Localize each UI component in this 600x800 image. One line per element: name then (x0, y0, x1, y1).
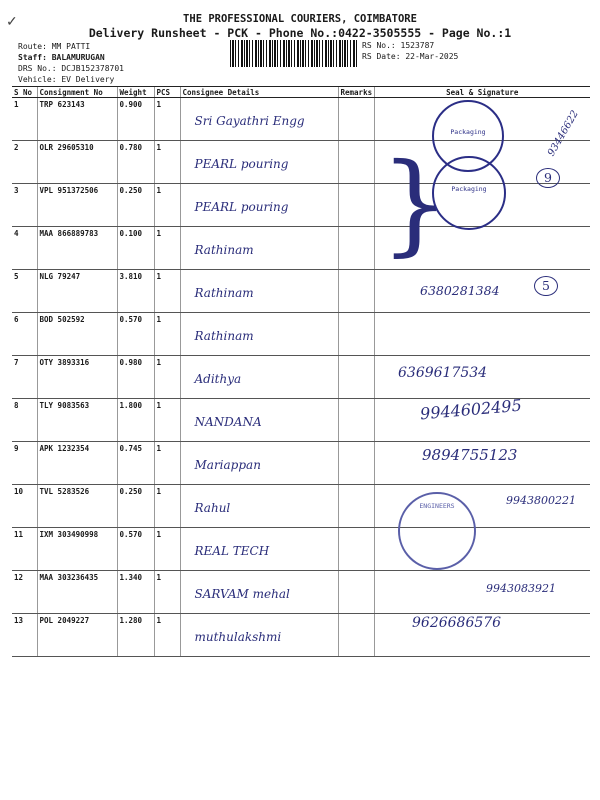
consignee-cell (180, 184, 338, 227)
consignee-name: Sri Gayathri Engg (194, 114, 305, 128)
consignee-name: Mariappan (194, 458, 261, 472)
consignee-name: Rahul (194, 501, 231, 515)
remarks (338, 270, 374, 313)
pcs: 1 (154, 313, 180, 356)
sno: 9 (12, 442, 37, 485)
consignment-no: NLG 79247 (37, 270, 117, 313)
consignee-cell (180, 614, 338, 657)
weight: 0.100 (117, 227, 154, 270)
signature-phone: 93446622 (545, 108, 581, 159)
weight: 0.780 (117, 141, 154, 184)
pcs: 1 (154, 442, 180, 485)
table-row (12, 614, 590, 657)
sno: 6 (12, 313, 37, 356)
signature-phone: 6380281384 (420, 283, 500, 298)
consignment-no: BOD 502592 (37, 313, 117, 356)
consignee-name: PEARL pouring (194, 157, 289, 171)
col-consignment-no: Consignment No (37, 87, 117, 98)
staff: Staff: BALAMURUGAN (18, 53, 105, 62)
vehicle: Vehicle: EV Delivery (18, 75, 115, 84)
drs-no: DRS No.: DCJB152378701 (18, 64, 124, 73)
weight: 0.745 (117, 442, 154, 485)
circled-number (534, 276, 558, 296)
stamp-text: ENGINEERS (419, 502, 455, 510)
barcode (230, 40, 358, 67)
pcs: 1 (154, 571, 180, 614)
col-sno: S No (12, 87, 37, 98)
weight: 1.280 (117, 614, 154, 657)
table-header-row (12, 87, 590, 98)
consignee-cell (180, 270, 338, 313)
weight: 0.980 (117, 356, 154, 399)
table-row (12, 528, 590, 571)
signature-phone: 9943083921 (486, 582, 556, 595)
consignment-no: APK 1232354 (37, 442, 117, 485)
weight: 1.340 (117, 571, 154, 614)
consignment-no: POL 2049227 (37, 614, 117, 657)
table-row (12, 227, 590, 270)
consignee-name: REAL TECH (194, 544, 270, 558)
signature-phone: 9626686576 (412, 615, 502, 631)
pcs: 1 (154, 614, 180, 657)
rs-no: RS No.: 1523787 (362, 41, 435, 50)
sno: 12 (12, 571, 37, 614)
consignment-no: TLY 9083563 (37, 399, 117, 442)
consignee-cell (180, 227, 338, 270)
weight: 1.800 (117, 399, 154, 442)
consignment-no: TVL 5283526 (37, 485, 117, 528)
signature-phone: 9943800221 (506, 494, 576, 507)
col-remarks: Remarks (338, 87, 374, 98)
pcs: 1 (154, 184, 180, 227)
seal-signature (374, 313, 590, 356)
consignee-name: muthulakshmi (194, 630, 282, 644)
consignment-no: MAA 866889783 (37, 227, 117, 270)
sno: 13 (12, 614, 37, 657)
document-subtitle: Delivery Runsheet - PCK - Phone No.:0422-3505555 - Page No.:1 (88, 26, 512, 40)
consignee-cell (180, 313, 338, 356)
sno: 3 (12, 184, 37, 227)
weight: 0.900 (117, 98, 154, 141)
remarks (338, 442, 374, 485)
consignment-no: OTY 3893316 (37, 356, 117, 399)
remarks (338, 141, 374, 184)
runsheet-table (12, 86, 590, 657)
remarks (338, 614, 374, 657)
table-row (12, 313, 590, 356)
consignee-cell (180, 485, 338, 528)
rs-date: RS Date: 22-Mar-2025 (362, 52, 459, 61)
consignee-cell (180, 356, 338, 399)
consignee-cell (180, 571, 338, 614)
pcs: 1 (154, 141, 180, 184)
pcs: 1 (154, 356, 180, 399)
consignee-name: SARVAM mehal (194, 587, 290, 601)
table-row (12, 141, 590, 184)
weight: 0.250 (117, 184, 154, 227)
consignee-cell (180, 141, 338, 184)
consignee-cell (180, 98, 338, 141)
pcs: 1 (154, 528, 180, 571)
remarks (338, 571, 374, 614)
consignee-name: Rathinam (194, 243, 254, 257)
col-weight: Weight (117, 87, 154, 98)
pcs: 1 (154, 399, 180, 442)
table-row (12, 356, 590, 399)
consignee-name: Rathinam (194, 329, 254, 343)
circled-number-text: 5 (542, 278, 550, 293)
consignment-no: TRP 623143 (37, 98, 117, 141)
circled-number (536, 168, 560, 188)
signature-phone: 9894755123 (422, 446, 518, 464)
col-pcs: PCS (154, 87, 180, 98)
corner-check-mark-icon: ✓ (6, 14, 18, 30)
seal-signature (374, 571, 590, 614)
remarks (338, 313, 374, 356)
remarks (338, 528, 374, 571)
remarks (338, 98, 374, 141)
weight: 3.810 (117, 270, 154, 313)
remarks (338, 356, 374, 399)
col-consignee: Consignee Details (180, 87, 338, 98)
col-seal-signature: Seal & Signature (374, 87, 590, 98)
route-info (18, 41, 124, 85)
circled-number-text: 9 (544, 170, 552, 185)
curly-brace-icon: } (380, 139, 450, 267)
sno: 8 (12, 399, 37, 442)
sno: 11 (12, 528, 37, 571)
weight: 0.250 (117, 485, 154, 528)
consignee-name: NANDANA (194, 415, 262, 429)
consignee-cell (180, 528, 338, 571)
sno: 5 (12, 270, 37, 313)
table-row (12, 485, 590, 528)
sno: 1 (12, 98, 37, 141)
stamp-text: Packaging (450, 128, 486, 136)
remarks (338, 227, 374, 270)
pcs: 1 (154, 98, 180, 141)
remarks (338, 184, 374, 227)
pcs: 1 (154, 485, 180, 528)
remarks (338, 399, 374, 442)
sno: 7 (12, 356, 37, 399)
table-row (12, 270, 590, 313)
consignment-no: MAA 303236435 (37, 571, 117, 614)
consignee-cell (180, 442, 338, 485)
document-title: THE PROFESSIONAL COURIERS, COIMBATORE (183, 13, 417, 25)
sno: 2 (12, 141, 37, 184)
signature-phone: 6369617534 (398, 365, 488, 381)
consignee-name: Rathinam (194, 286, 254, 300)
weight: 0.570 (117, 313, 154, 356)
stamp-text: Packaging (451, 185, 487, 193)
consignee-name: Adithya (194, 372, 242, 386)
pcs: 1 (154, 270, 180, 313)
route: Route: MM PATTI (18, 42, 91, 51)
remarks (338, 485, 374, 528)
sno: 10 (12, 485, 37, 528)
runsheet-info (362, 40, 458, 62)
engineers-seal-stamp (398, 492, 476, 570)
consignment-no: IXM 303490998 (37, 528, 117, 571)
signature-phone: 9944602495 (419, 395, 523, 424)
pcs: 1 (154, 227, 180, 270)
consignee-name: PEARL pouring (194, 200, 289, 214)
sno: 4 (12, 227, 37, 270)
consignment-no: VPL 951372506 (37, 184, 117, 227)
consignment-no: OLR 29605310 (37, 141, 117, 184)
consignee-cell (180, 399, 338, 442)
company-seal-stamp (432, 156, 506, 230)
weight: 0.570 (117, 528, 154, 571)
